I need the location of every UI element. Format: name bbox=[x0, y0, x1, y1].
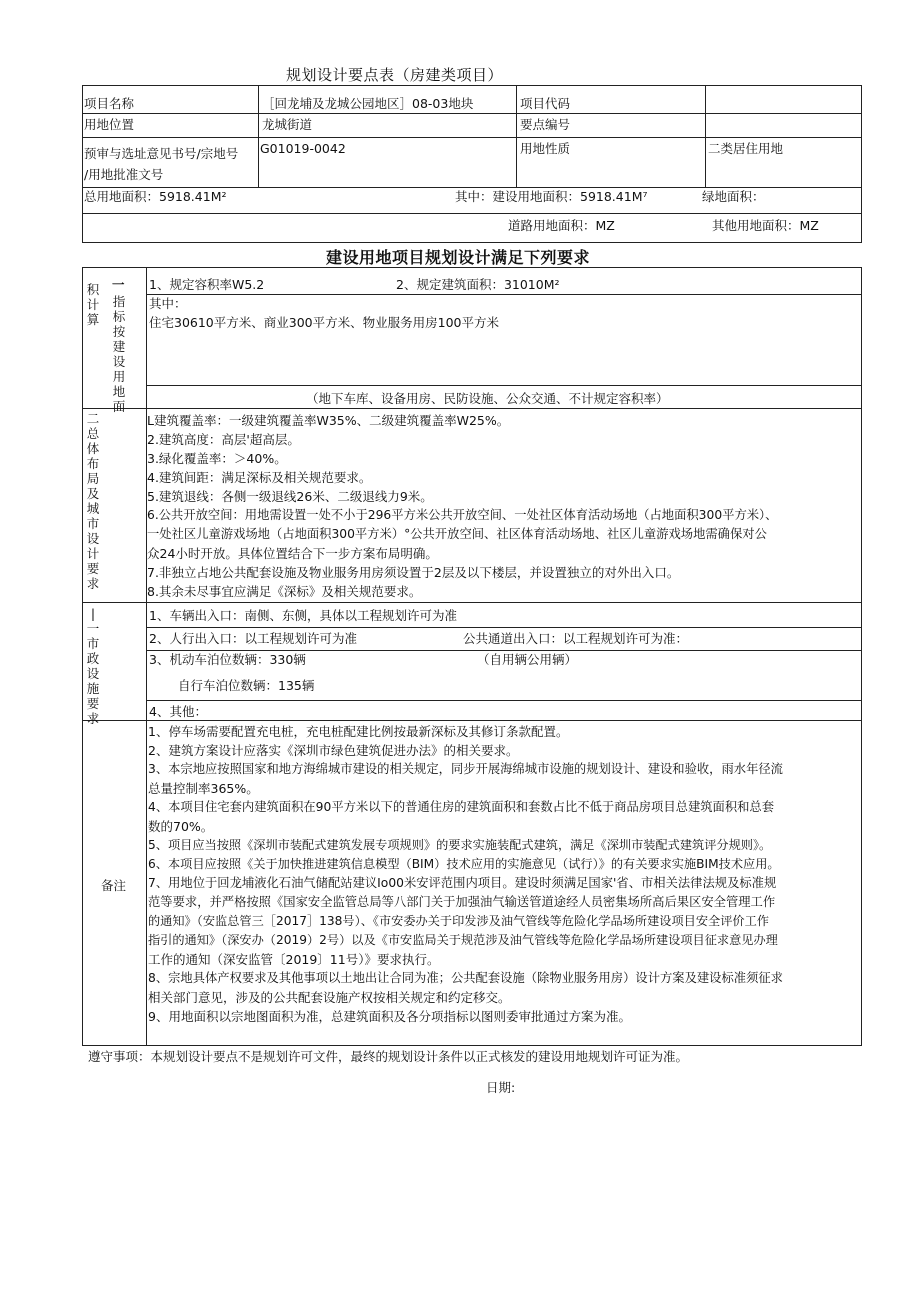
far-requirement: 1、规定容积率W5.2 bbox=[149, 277, 265, 292]
layout-item: 2.建筑高度：高层'超高层。 bbox=[147, 432, 300, 447]
layout-item: 4.建筑间距：满足深标及相关规范要求。 bbox=[147, 470, 372, 485]
remark-line: 5、项目应当按照《深圳市装配式建筑发展专项规则》的要求实施装配式建筑，满足《深圳市装配式建筑评分规则》。 bbox=[148, 838, 772, 852]
project-code-label: 项目代码 bbox=[520, 96, 571, 111]
document-title: 规划设计要点表（房建类项目） bbox=[286, 66, 504, 84]
layout-item: 5.建筑退线：各侧一级退线26米、二级退线力9米。 bbox=[147, 489, 433, 504]
area-breakdown: 住宅30610平方米、商业300平方米、物业服务用房100平方米 bbox=[149, 315, 499, 330]
section-title: 建设用地项目规划设计满足下列要求 bbox=[326, 248, 591, 267]
layout-item: 3.绿化覆盖率：＞40%。 bbox=[147, 451, 287, 466]
remark-line: 6、本项目应按照《关于加快推进建筑信息模型（BIM）技术应用的实施意见（试行）》的有关要求实施BIM技术应用。 bbox=[148, 857, 780, 871]
remark-line: 9、用地面积以宗地图面积为准，总建筑面积及各分项指标以图则委审批通过方案为准。 bbox=[148, 1009, 631, 1024]
remark-line: 3、本宗地应按照国家和地方海绵城市建设的相关规定，同步开展海绵城市设施的规划设计、建设和验收，雨水年径流 bbox=[148, 762, 783, 776]
total-area: 总用地面积：5918.41M² bbox=[84, 189, 227, 204]
section1-label-dash: 一 bbox=[112, 277, 125, 292]
approval-value: G01019-0042 bbox=[260, 141, 346, 156]
remark-line: 范等要求，并严格按照《国家安全监管总局等八部门关于加强油气输送管道途经人员密集场所高后果区安全管理工作 bbox=[148, 895, 776, 909]
land-location-label: 用地位置 bbox=[84, 117, 135, 132]
remark-line: 的通知》（安监总管三［2017］138号）、《市安委办关于印发涉及油气管线等危险化学品场所建设项目安全评价工作 bbox=[148, 914, 769, 928]
remark-line: 工作的通知（深安监管〔2019〕11号）》要求执行。 bbox=[148, 952, 440, 967]
point-number-label: 要点编号 bbox=[520, 117, 571, 132]
green-area: 绿地面积： bbox=[702, 189, 765, 204]
exclusion-note: （地下车库、设备用房、民防设施、公众交通、不计规定容积率） bbox=[306, 391, 669, 406]
approval-label-line1: 预审与选址意见书号/宗地号 bbox=[84, 146, 239, 161]
remark-line: 8、宗地具体产权要求及其他事项以土地出让合同为准；公共配套设施（除物业服务用房）设计方案及建设标准须征求 bbox=[148, 971, 783, 985]
floor-area-requirement: 2、规定建筑面积：31010M² bbox=[396, 277, 560, 292]
section2-label: 二总体布局及城市设计要求 bbox=[86, 411, 100, 591]
remark-line: 4、本项目住宅套内建筑面积在90平方米以下的普通住房的建筑面积和套数占比不低于商品房项目总建筑面积和总套 bbox=[148, 800, 775, 814]
layout-item: 6.公共开放空间：用地需设置一处不小于296平方米公共开放空间、一处社区体育活动场地（占地面积300平方米）、 bbox=[147, 508, 778, 522]
footer-note: 遵守事项：本规划设计要点不是规划许可文件，最终的规划设计条件以正式核发的建设用地规划许可证为准。 bbox=[88, 1049, 689, 1064]
project-name-label: 项目名称 bbox=[84, 96, 135, 111]
project-name-value: ［回龙埔及龙城公园地区］08-03地块 bbox=[262, 96, 474, 111]
remark-line: 7、用地位于回龙埔液化石油气储配站建议Io00米安评范围内项目。建设时须满足国家'省、市相关法律法规及标准规 bbox=[148, 876, 777, 890]
remark-line: 数的70%。 bbox=[148, 819, 214, 834]
land-location-value: 龙城街道 bbox=[262, 117, 313, 132]
vehicle-entrance: 1、车辆出入口：南侧、东侧，具体以工程规划许可为准 bbox=[149, 608, 457, 623]
remark-line: 2、建筑方案设计应落实《深圳市绿色建筑促进办法》的相关要求。 bbox=[148, 743, 519, 758]
remark-line: 1、停车场需要配置充电桩，充电桩配建比例按最新深标及其修订条款配置。 bbox=[148, 724, 569, 739]
remark-line: 相关部门意见，涉及的公共配套设施产权按相关规定和约定移交。 bbox=[148, 990, 511, 1005]
layout-item: L建筑覆盖率：一级建筑覆盖率W35%、二级建筑覆盖率W25%。 bbox=[147, 413, 510, 428]
pedestrian-entrance: 2、人行出入口：以工程规划许可为准 bbox=[149, 631, 357, 646]
section3-label: |一市政设施要求 bbox=[86, 606, 100, 726]
layout-item: 一处社区儿童游戏场地（占地面积300平方米）°公共开放空间、社区体育活动场地、社区儿童游戏场地需确保对公 bbox=[147, 527, 767, 541]
section1-label-outer: 积计算 bbox=[86, 282, 100, 327]
road-area: 道路用地面积：MZ bbox=[508, 218, 615, 233]
motor-parking: 3、机动车泊位数辆：330辆 bbox=[149, 652, 306, 667]
section1-label-inner: 指标按建设用地面 bbox=[112, 294, 126, 414]
layout-item: 7.非独立占地公共配套设施及物业服务用房须设置于2层及以下楼层，并设置独立的对外出入口。 bbox=[147, 565, 680, 580]
other-area: 其他用地面积：MZ bbox=[712, 218, 819, 233]
land-nature-label: 用地性质 bbox=[520, 141, 571, 156]
bike-parking: 自行车泊位数辆：135辆 bbox=[178, 678, 315, 693]
remarks-label: 备注 bbox=[101, 878, 127, 893]
approval-label-line2: /用地批准文号 bbox=[84, 167, 164, 182]
area-breakdown-heading: 其中： bbox=[149, 296, 187, 311]
parking-type: （自用辆公用辆） bbox=[477, 652, 578, 667]
layout-item: 8.其余未尽事宜应满足《深标》及相关规范要求。 bbox=[147, 584, 422, 599]
other-facilities: 4、其他： bbox=[149, 704, 207, 719]
construction-area: 其中：建设用地面积：5918.41M⁷ bbox=[455, 189, 648, 204]
remark-line: 指引的通知》（深安办（2019）2号）以及《市安监局关于规范涉及油气管线等危险化学品场所建设项目征求意见办理 bbox=[148, 933, 778, 947]
layout-item: 众24小时开放。具体位置结合下一步方案布局明确。 bbox=[147, 546, 438, 561]
remark-line: 总量控制率365%。 bbox=[148, 781, 259, 796]
date-label: 日期: bbox=[486, 1080, 516, 1095]
public-passage: 公共通道出入口：以工程规划许可为准： bbox=[463, 631, 689, 646]
land-nature-value: 二类居住用地 bbox=[708, 141, 784, 156]
